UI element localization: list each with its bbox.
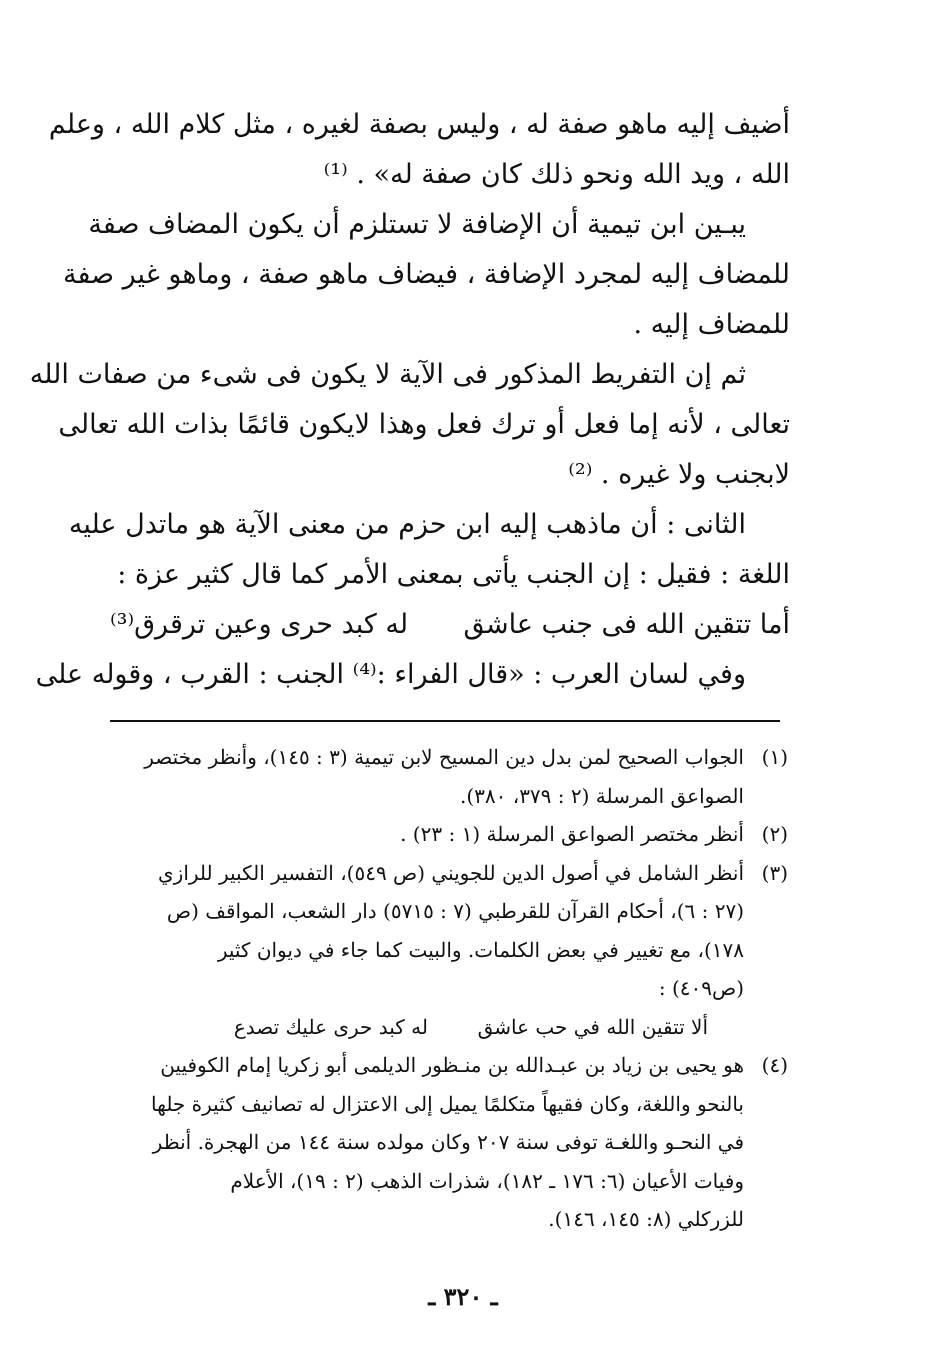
- text-line: للمضاف إليه .: [633, 309, 790, 340]
- footnote-number: (٣): [761, 860, 788, 885]
- footnote-divider: [110, 720, 780, 722]
- text-line: للمضاف إليه لمجرد الإضافة ، فيضاف ماهو صفة ، وماهو غير صفة: [63, 259, 790, 290]
- footnote-text: (ص٤٠٩) :: [658, 976, 744, 1000]
- footnote-text: هو يحيى بن زياد بن عبـدالله بن منـظور الديلمى أبو زكريا إمام الكوفيين: [160, 1053, 744, 1077]
- footnote-text: الصواعق المرسلة (٢ : ٣٧٩، ٣٨٠).: [459, 783, 744, 808]
- text-line: يبـين ابن تيمية أن الإضافة لا تستلزم أن يكون المضاف صفة: [88, 209, 746, 240]
- footnote-number: (٢): [761, 822, 788, 846]
- text-line: ثم إن التفريط المذكور فى الآية لا يكون فى شىء من صفات الله: [29, 359, 746, 390]
- verse-first-hemistich: ألا تتقين الله في حب عاشق: [477, 1014, 708, 1039]
- verse-first-hemistich: أما تتقين الله فى جنب عاشق: [463, 609, 790, 640]
- footnote-text: الجواب الصحيح لمن بدل دين المسيح لابن تيمية (٣ : ١٤٥)، وأنظر مختصر: [144, 745, 744, 769]
- text-line: أضيف إليه ماهو صفة له ، وليس بصفة لغيره ، مثل كلام الله ، وعلم: [48, 109, 790, 140]
- footnote-3: [108, 854, 788, 893]
- text-line: الثانى : أن ماذهب إليه ابن حزم من معنى الآية هو ماتدل عليه: [68, 509, 746, 540]
- footnote-text: (٢٧ : ٦)، أحكام القرآن للقرطبي (٧ : ٥٧١٥) دار الشعب، المواقف (ص: [166, 899, 744, 923]
- footnote-number: (٤): [761, 1053, 788, 1077]
- footnote-text: ١٧٨)، مع تغيير في بعض الكلمات. والبيت كما جاء في ديوان كثير: [217, 937, 744, 962]
- footnote-number: (١): [761, 745, 788, 769]
- footnote-text: أنظر الشامل في أصول الدين للجويني (ص ٥٤٩)، التفسير الكبير للرازي: [158, 860, 744, 885]
- footnotes: [108, 738, 788, 1239]
- verse-second-hemistich: له كبد حرى وعين ترقرق⁽³⁾: [110, 609, 409, 640]
- main-text: [29, 100, 790, 700]
- text-line: الله ، ويد الله ونحو ذلك كان صفة له» . ⁽¹⁾: [323, 159, 790, 190]
- footnote-text: وفيات الأعيان (٦: ١٧٦ ـ ١٨٢)، شذرات الذهب (٢ : ١٩)، الأعلام: [230, 1168, 744, 1193]
- footnote-text: للزركلي (٨: ١٤٥، ١٤٦).: [548, 1207, 744, 1231]
- footnote-text: بالنحو واللغة، وكان فقيهاً متكلمًا يميل إلى الاعتزال له تصانيف كثيرة جلها: [151, 1091, 744, 1116]
- footnote-text: في النحـو واللغـة توفى سنة ٢٠٧ وكان مولده سنة ١٤٤ من الهجرة. أنظر: [152, 1130, 744, 1154]
- footnote-verse: [108, 1008, 788, 1047]
- text-line: اللغة : فقيل : إن الجنب يأتى بمعنى الأمر كما قال كثير عزة :: [117, 559, 790, 590]
- footnote-2: [108, 815, 788, 854]
- text-line: لابجنب ولا غيره . ⁽²⁾: [568, 459, 790, 490]
- verse-second-hemistich: له كبد حرى عليك تصدع: [233, 1014, 428, 1039]
- poem-verse: [110, 600, 790, 650]
- footnote-1: [108, 738, 788, 777]
- footnote-text: أنظر مختصر الصواعق المرسلة (١ : ٢٣) .: [400, 822, 744, 846]
- footnote-4: [108, 1046, 788, 1085]
- text-line: تعالى ، لأنه إما فعل أو ترك فعل وهذا لايكون قائمًا بذات الله تعالى: [58, 409, 790, 440]
- page-number: ـ ٣٢٠ ـ: [428, 1282, 498, 1311]
- text-line: وفي لسان العرب : «قال الفراء :⁽⁴⁾ الجنب : القرب ، وقوله على: [35, 659, 746, 690]
